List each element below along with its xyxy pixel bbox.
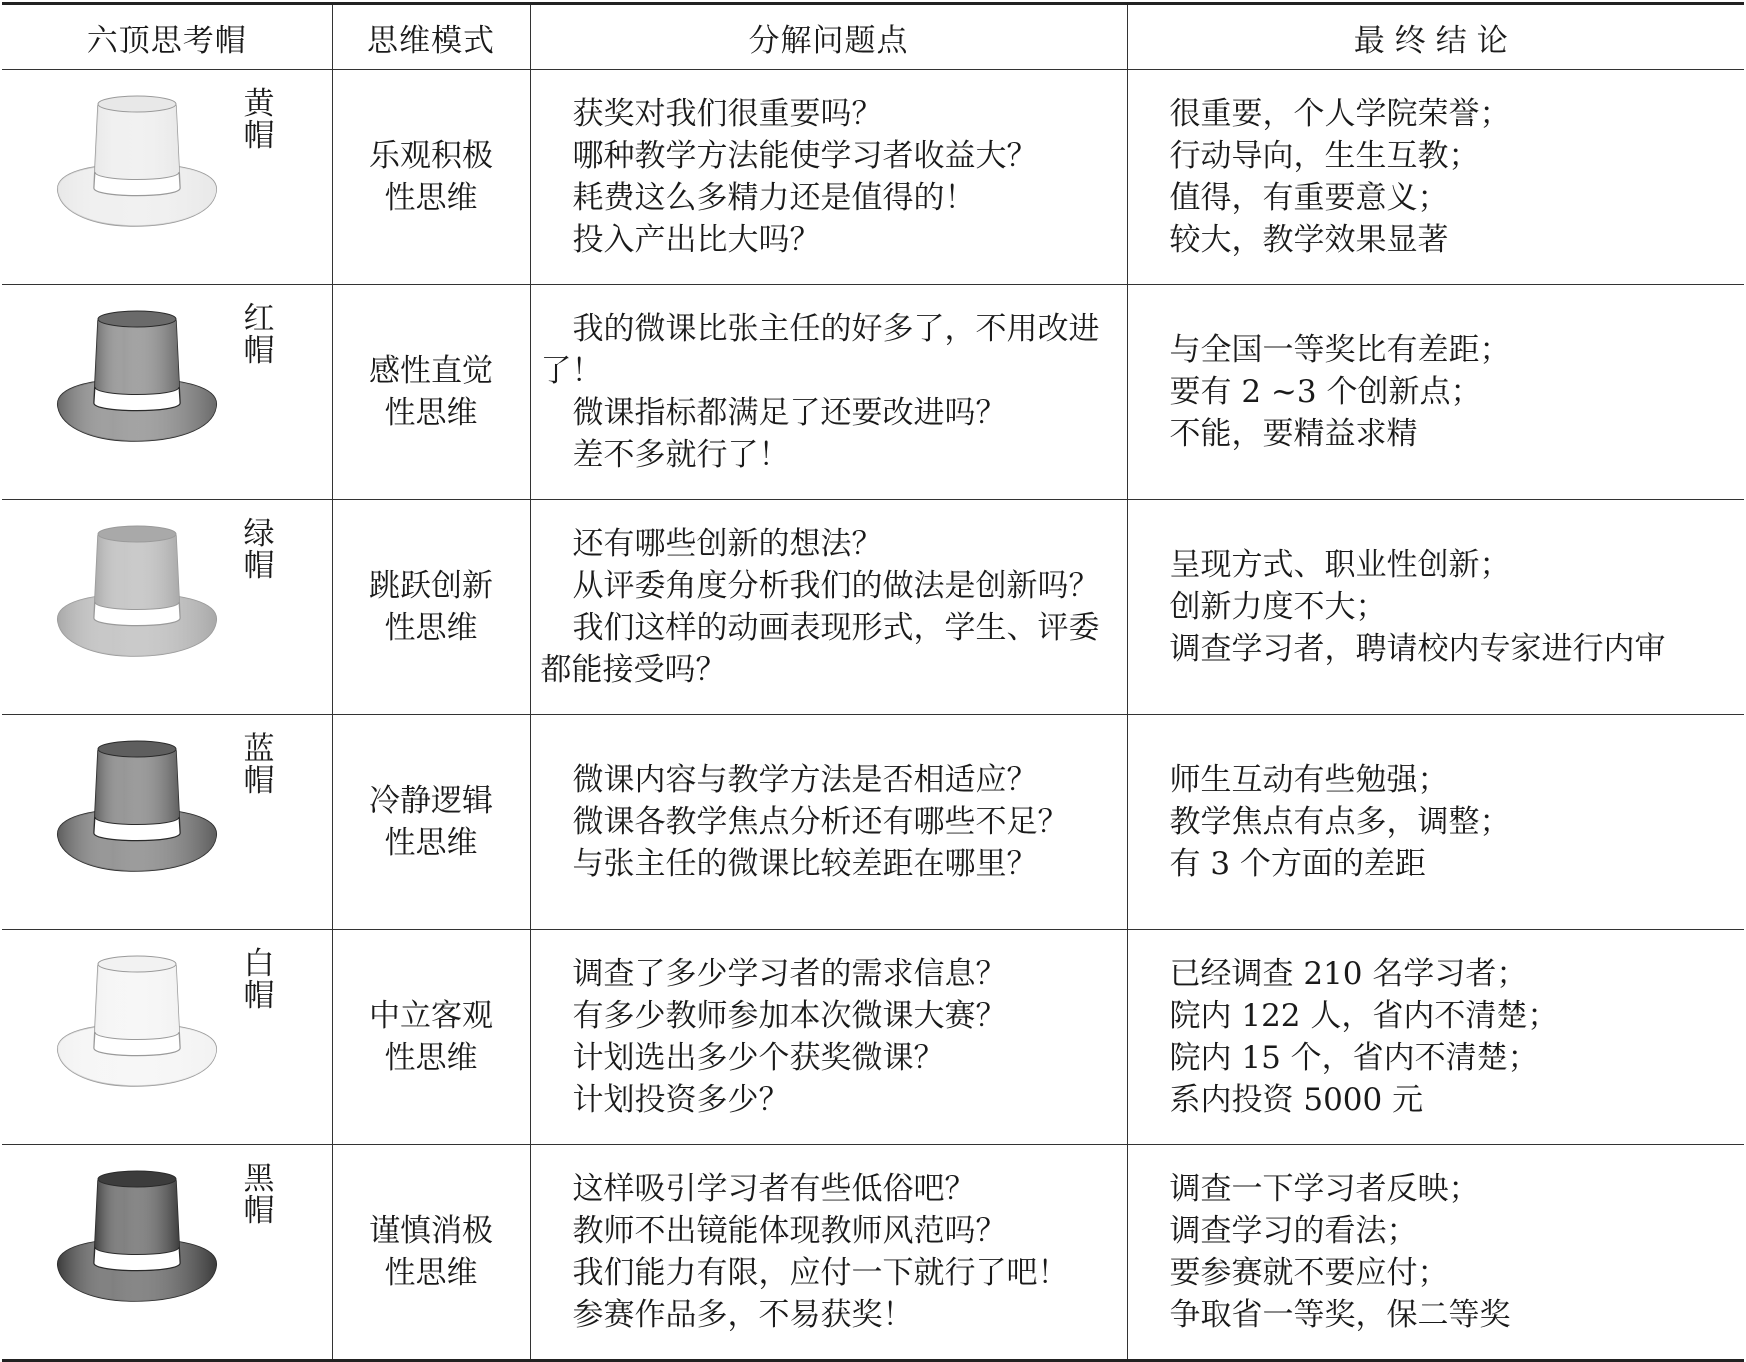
question-line: 投入产出比大吗？: [572, 222, 821, 258]
conclusion-line: 有 3 个方面的差距: [1169, 846, 1426, 882]
question-line: 从评委角度分析我们的做法是创新吗？: [572, 568, 1100, 604]
header-questions: 分解问题点: [530, 4, 1127, 70]
question-points: [530, 70, 1127, 285]
header-hat: 六顶思考帽: [2, 4, 332, 70]
table-row: [2, 70, 1744, 285]
hat-cell: [2, 500, 332, 715]
thinking-mode-line: 谨慎消极: [369, 1213, 493, 1249]
final-conclusion: [1127, 930, 1744, 1145]
table-row: [2, 285, 1744, 500]
final-conclusion: [1127, 715, 1744, 930]
question-line: 计划投资多少？: [572, 1082, 790, 1118]
thinking-mode-line: 乐观积极: [369, 138, 493, 174]
final-conclusion: [1127, 70, 1744, 285]
thinking-mode-line: 性思维: [384, 825, 478, 861]
conclusion-line: 调查学习的看法；: [1169, 1213, 1418, 1249]
question-line: 与张主任的微课比较差距在哪里？: [572, 846, 1038, 882]
thinking-mode: [332, 285, 530, 500]
conclusion-line: 要参赛就不要应付；: [1169, 1255, 1449, 1291]
hat-name: 绿帽: [243, 516, 275, 584]
conclusion-line: 系内投资 5000 元: [1169, 1082, 1424, 1118]
thinking-mode: [332, 1145, 530, 1361]
question-points: [530, 285, 1127, 500]
question-points: [530, 500, 1127, 715]
header-conclusion: 最终结论: [1127, 4, 1744, 70]
question-line: 我们能力有限，应付一下就行了吧！: [572, 1255, 1069, 1291]
hat-name: 蓝帽: [243, 731, 275, 799]
conclusion-line: 院内 122 人，省内不清楚；: [1169, 998, 1559, 1034]
thinking-mode-line: 性思维: [384, 395, 478, 431]
white-hat-icon: [52, 952, 222, 1092]
conclusion-line: 要有 2 ~3 个创新点；: [1169, 374, 1482, 410]
thinking-mode-line: 冷静逻辑: [369, 783, 493, 819]
hat-name: 黑帽: [243, 1161, 275, 1229]
conclusion-line: 与全国一等奖比有差距；: [1169, 332, 1511, 368]
final-conclusion: [1127, 285, 1744, 500]
question-line: 微课内容与教学方法是否相适应？: [572, 762, 1038, 798]
conclusion-line: 已经调查 210 名学习者；: [1169, 956, 1528, 992]
table-row: [2, 1145, 1744, 1361]
conclusion-line: 呈现方式、职业性创新；: [1169, 547, 1511, 583]
conclusion-line: 争取省一等奖，保二等奖: [1169, 1297, 1511, 1333]
question-points: [530, 930, 1127, 1145]
red-hat-icon: [52, 307, 222, 447]
hat-name: 黄帽: [243, 86, 275, 154]
thinking-mode-line: 性思维: [384, 180, 478, 216]
thinking-mode-line: 跳跃创新: [369, 568, 493, 604]
blue-hat-icon: [52, 737, 222, 877]
hat-name: 白帽: [243, 946, 275, 1014]
question-line: 有多少教师参加本次微课大赛？: [572, 998, 1007, 1034]
thinking-mode: [332, 715, 530, 930]
thinking-mode: [332, 930, 530, 1145]
table-row: [2, 500, 1744, 715]
hat-name: 红帽: [243, 301, 275, 369]
question-line: 耗费这么多精力还是值得的！: [572, 180, 976, 216]
question-line: 差不多就行了！: [572, 437, 790, 473]
question-line: 这样吸引学习者有些低俗吧？: [572, 1171, 976, 1207]
conclusion-line: 很重要，个人学院荣誉；: [1169, 96, 1511, 132]
header-mode: 思维模式: [332, 4, 530, 70]
thinking-mode-line: 性思维: [384, 1255, 478, 1291]
thinking-mode: [332, 500, 530, 715]
question-line: 调查了多少学习者的需求信息？: [572, 956, 1007, 992]
final-conclusion: [1127, 1145, 1744, 1361]
conclusion-line: 教学焦点有点多，调整；: [1169, 804, 1511, 840]
six-hats-table: [2, 2, 1744, 1362]
question-line: 微课各教学焦点分析还有哪些不足？: [572, 804, 1069, 840]
conclusion-line: 不能，要精益求精: [1169, 416, 1418, 452]
header-row: [2, 4, 1744, 70]
conclusion-line: 调查学习者，聘请校内专家进行内审: [1169, 631, 1666, 667]
black-hat-icon: [52, 1167, 222, 1307]
conclusion-line: 师生互动有些勉强；: [1169, 762, 1449, 798]
hat-cell: [2, 715, 332, 930]
table-row: [2, 930, 1744, 1145]
hat-cell: [2, 1145, 332, 1361]
question-line: 参赛作品多，不易获奖！: [572, 1297, 914, 1333]
yellow-hat-icon: [52, 92, 222, 232]
question-line: 我们这样的动画表现形式，学生、评委都能接受吗？: [540, 610, 1100, 688]
question-line: 计划选出多少个获奖微课？: [572, 1040, 945, 1076]
conclusion-line: 行动导向，生生互教；: [1169, 138, 1480, 174]
question-points: [530, 1145, 1127, 1361]
question-line: 获奖对我们很重要吗？: [572, 96, 883, 132]
thinking-mode-line: 中立客观: [369, 998, 493, 1034]
question-line: 教师不出镜能体现教师风范吗？: [572, 1213, 1007, 1249]
hat-cell: [2, 70, 332, 285]
conclusion-line: 院内 15 个，省内不清楚；: [1169, 1040, 1539, 1076]
table-row: [2, 715, 1744, 930]
green-hat-icon: [52, 522, 222, 662]
conclusion-line: 值得，有重要意义；: [1169, 180, 1449, 216]
question-line: 微课指标都满足了还要改进吗？: [572, 395, 1007, 431]
thinking-mode: [332, 70, 530, 285]
question-line: 我的微课比张主任的好多了，不用改进了！: [540, 311, 1100, 389]
hat-cell: [2, 930, 332, 1145]
thinking-mode-line: 性思维: [384, 610, 478, 646]
thinking-mode-line: 感性直觉: [369, 353, 493, 389]
table-body: [2, 70, 1744, 1361]
final-conclusion: [1127, 500, 1744, 715]
hat-cell: [2, 285, 332, 500]
thinking-mode-line: 性思维: [384, 1040, 478, 1076]
question-points: [530, 715, 1127, 930]
question-line: 还有哪些创新的想法？: [572, 526, 883, 562]
conclusion-line: 创新力度不大；: [1169, 589, 1387, 625]
conclusion-line: 调查一下学习者反映；: [1169, 1171, 1480, 1207]
question-line: 哪种教学方法能使学习者收益大？: [572, 138, 1038, 174]
conclusion-line: 较大，教学效果显著: [1169, 222, 1449, 258]
